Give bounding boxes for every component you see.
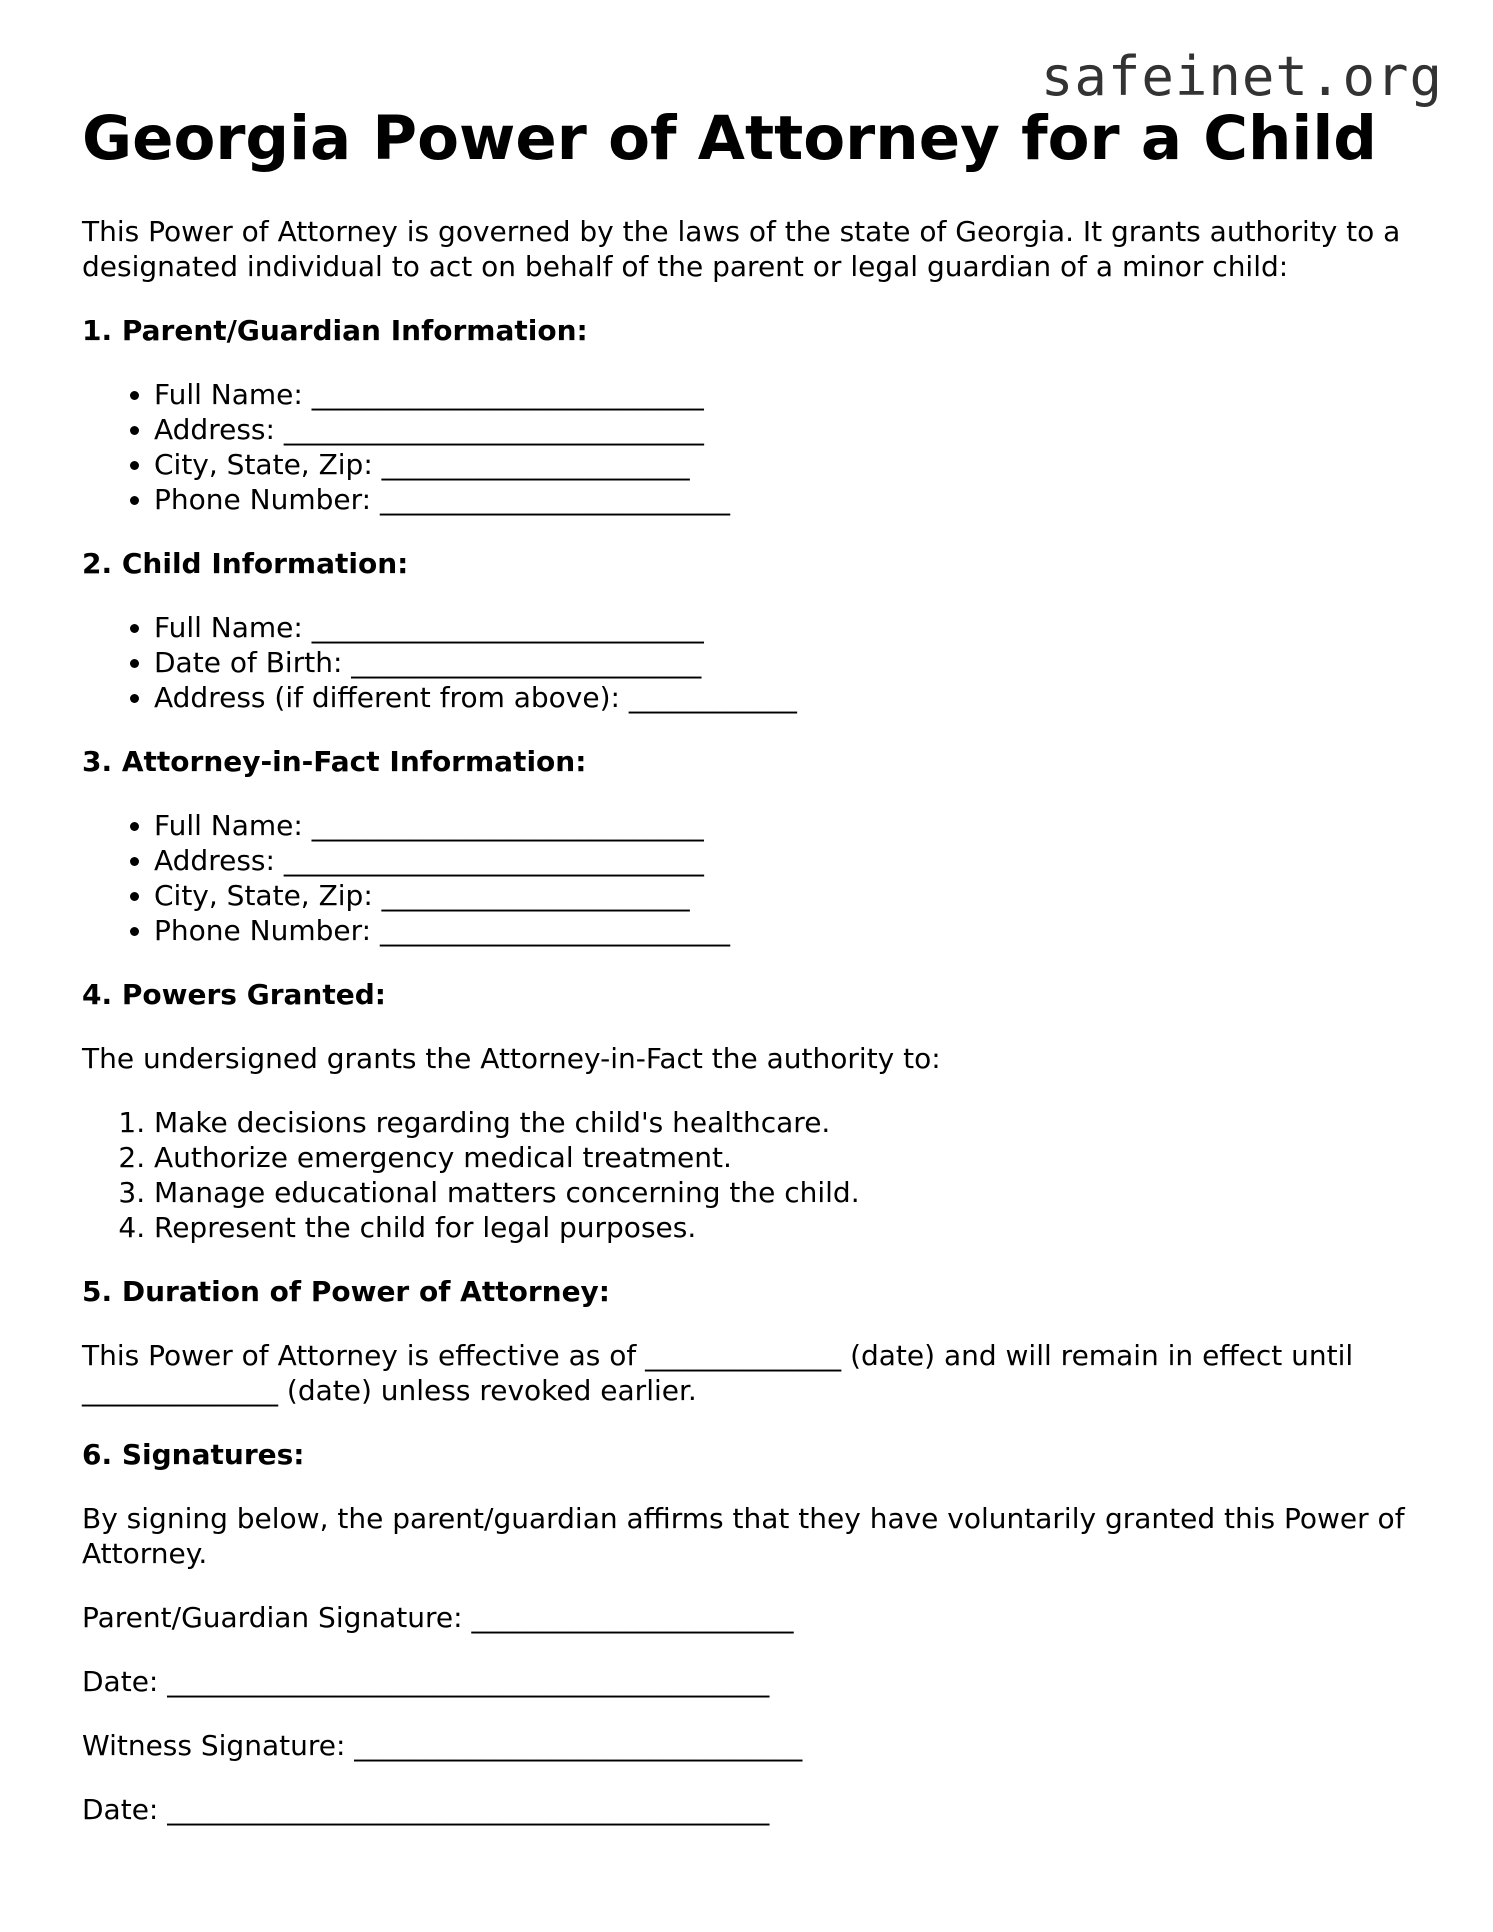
section-heading-parent: 1. Parent/Guardian Information: xyxy=(82,314,588,347)
list-item: • City, State, Zip: ______________________ xyxy=(154,447,1412,482)
watermark: safeinet.org xyxy=(1040,45,1443,108)
list-item: 1. Make decisions regarding the child's healthcare. xyxy=(154,1105,1412,1140)
list-item: • Full Name: ____________________________ xyxy=(154,377,1412,412)
document-body xyxy=(82,214,1412,1827)
child-info-list xyxy=(82,610,1412,715)
list-item: • Phone Number: _________________________ xyxy=(154,482,1412,517)
witness-signature-line: Witness Signature: ________________________________ xyxy=(82,1729,803,1762)
attorney-info-list xyxy=(82,808,1412,948)
list-item: • City, State, Zip: ______________________ xyxy=(154,878,1412,913)
section-heading-duration: 5. Duration of Power of Attorney: xyxy=(82,1275,611,1308)
list-item: 3. Manage educational matters concerning the child. xyxy=(154,1175,1412,1210)
section-heading-signatures: 6. Signatures: xyxy=(82,1438,305,1471)
list-item: • Full Name: ____________________________ xyxy=(154,808,1412,843)
list-item: • Address: ______________________________ xyxy=(154,843,1412,878)
list-item: • Date of Birth: _________________________ xyxy=(154,645,1412,680)
list-item: 2. Authorize emergency medical treatment. xyxy=(154,1140,1412,1175)
powers-list xyxy=(82,1105,1412,1245)
list-item: • Full Name: ____________________________ xyxy=(154,610,1412,645)
parent-signature-line: Parent/Guardian Signature: _______________________ xyxy=(82,1601,794,1634)
list-item: • Phone Number: _________________________ xyxy=(154,913,1412,948)
duration-paragraph: This Power of Attorney is effective as of ______________ (date) and will remain in effect until ______________ (date) unless revoked earlier. xyxy=(82,1339,1354,1407)
intro-paragraph: This Power of Attorney is governed by the laws of the state of Georgia. It grants authority to a designated individual to act on behalf of the parent or legal guardian of a minor child: xyxy=(82,215,1401,283)
list-item: • Address (if different from above): ____________ xyxy=(154,680,1412,715)
signatures-paragraph: By signing below, the parent/guardian affirms that they have voluntarily granted this Power of Attorney. xyxy=(82,1502,1405,1570)
section-heading-powers: 4. Powers Granted: xyxy=(82,978,386,1011)
section-heading-attorney: 3. Attorney-in-Fact Information: xyxy=(82,745,587,778)
page-title: Georgia Power of Attorney for a Child xyxy=(82,103,1377,174)
list-item: 4. Represent the child for legal purposes. xyxy=(154,1210,1412,1245)
witness-date-line: Date: ___________________________________________ xyxy=(82,1793,770,1826)
section-heading-child: 2. Child Information: xyxy=(82,547,409,580)
parent-info-list xyxy=(82,377,1412,517)
powers-paragraph: The undersigned grants the Attorney-in-Fact the authority to: xyxy=(82,1042,941,1075)
list-item: • Address: ______________________________ xyxy=(154,412,1412,447)
parent-date-line: Date: ___________________________________________ xyxy=(82,1665,770,1698)
